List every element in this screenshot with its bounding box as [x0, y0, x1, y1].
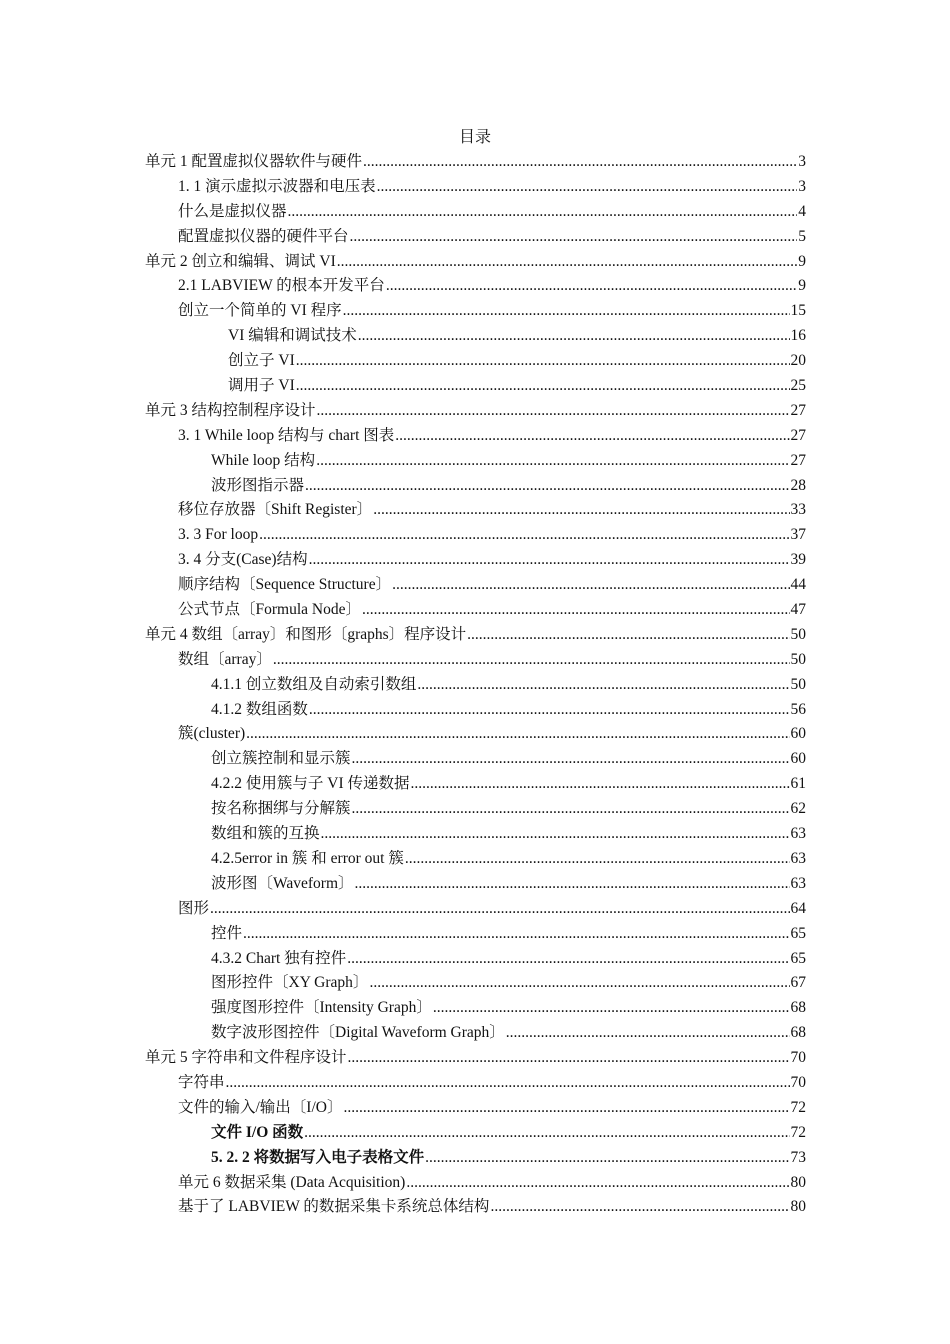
toc-dot-leader: [362, 598, 790, 623]
toc-entry[interactable]: [145, 374, 806, 399]
toc-page-number: 50: [790, 650, 806, 668]
toc-page-number: 70: [790, 1073, 806, 1091]
toc-page-number: 3: [798, 153, 806, 170]
toc-entry[interactable]: [145, 1021, 806, 1046]
toc-entry-text: 单元 1 配置虚拟仪器软件与硬件: [145, 153, 363, 170]
toc-entry-text: 字符串: [178, 1073, 225, 1091]
toc-dot-leader: [406, 1171, 789, 1196]
toc-dot-leader: [347, 947, 789, 972]
toc-dot-leader: [304, 1121, 789, 1146]
toc-page-number: 25: [790, 377, 806, 395]
toc-dot-leader: [373, 498, 789, 523]
toc-entry-text: 控件: [211, 924, 243, 942]
toc-entry[interactable]: [145, 698, 806, 723]
toc-entry-text: 波形图指示器: [211, 476, 305, 494]
toc-dot-leader: [433, 996, 790, 1021]
toc-dot-leader: [425, 1146, 789, 1171]
toc-entry[interactable]: [145, 1121, 806, 1146]
toc-page-number: 44: [790, 576, 806, 594]
toc-dot-leader: [343, 299, 790, 324]
toc-page-number: 63: [790, 825, 806, 843]
toc-entry[interactable]: [145, 1195, 806, 1220]
toc-entry[interactable]: [145, 598, 806, 623]
toc-entry[interactable]: [145, 200, 806, 225]
toc-dot-leader: [352, 797, 790, 822]
toc-entry-text: 强度图形控件〔Intensity Graph〕: [211, 999, 432, 1017]
toc-entry[interactable]: [145, 399, 806, 424]
toc-dot-leader: [309, 698, 790, 723]
toc-entry[interactable]: [145, 175, 806, 200]
toc-entry-text: 4.1.1 创立数组及自动索引数组: [211, 675, 417, 693]
toc-entry[interactable]: [145, 922, 806, 947]
toc-page-number: 72: [790, 1123, 806, 1141]
toc-entry-text: 波形图〔Waveform〕: [211, 874, 354, 892]
toc-entry-text: 单元 4 数组〔array〕和图形〔graphs〕程序设计: [145, 625, 467, 643]
toc-entry-text: 数组〔array〕: [178, 650, 272, 668]
toc-page-number: 37: [790, 526, 806, 544]
toc-entry-text: 数组和簇的互换: [211, 825, 320, 843]
toc-entry-text: 按名称捆绑与分解簇: [211, 800, 351, 818]
toc-page-number: 39: [790, 551, 806, 569]
toc-entry-text: 1. 1 演示虚拟示波器和电压表: [178, 177, 376, 195]
toc-dot-leader: [210, 897, 789, 922]
toc-page-number: 65: [790, 949, 806, 967]
toc-entry[interactable]: [145, 797, 806, 822]
toc-entry-text: 文件的输入/输出〔I/O〕: [178, 1098, 343, 1116]
toc-page-number: 4: [798, 202, 806, 220]
toc-entry[interactable]: [145, 225, 806, 250]
toc-entry[interactable]: [145, 722, 806, 747]
toc-dot-leader: [377, 175, 798, 200]
toc-entry[interactable]: [145, 250, 806, 275]
toc-dot-leader: [363, 150, 797, 175]
toc-dot-leader: [321, 822, 790, 847]
toc-entry[interactable]: [145, 548, 806, 573]
toc-dot-leader: [296, 374, 790, 399]
toc-entry[interactable]: [145, 523, 806, 548]
toc-entry[interactable]: [145, 747, 806, 772]
toc-page-number: 63: [790, 874, 806, 892]
toc-entry[interactable]: [145, 623, 806, 648]
toc-entry-text: 移位存放器〔Shift Register〕: [178, 501, 373, 519]
toc-entry[interactable]: [145, 474, 806, 499]
toc-entry[interactable]: [145, 996, 806, 1021]
toc-entry-text: 公式节点〔Formula Node〕: [178, 601, 361, 619]
toc-dot-leader: [392, 573, 789, 598]
toc-page-number: 64: [790, 899, 806, 917]
toc-entry[interactable]: [145, 1046, 806, 1071]
toc-entry-text: 3. 4 分支(Case)结构: [178, 551, 308, 569]
toc-entry[interactable]: [145, 1171, 806, 1196]
toc-entry-text: 数字波形图控件〔Digital Waveform Graph〕: [211, 1024, 505, 1042]
toc-entry[interactable]: [145, 673, 806, 698]
toc-page-number: 47: [790, 601, 806, 619]
toc-entry-text: 什么是虚拟仪器: [178, 202, 287, 220]
toc-entry[interactable]: [145, 299, 806, 324]
toc-dot-leader: [246, 722, 789, 747]
toc-page-number: 68: [790, 1024, 806, 1042]
toc-entry[interactable]: [145, 424, 806, 449]
toc-page-number: 27: [790, 401, 806, 419]
toc-entry-text: 单元 2 创立和编辑、调试 VI: [145, 252, 336, 270]
toc-dot-leader: [417, 673, 789, 698]
toc-entry[interactable]: [145, 498, 806, 523]
toc-page-number: 73: [790, 1148, 806, 1166]
toc-entry[interactable]: [145, 897, 806, 922]
toc-dot-leader: [305, 474, 789, 499]
toc-page-number: 50: [790, 625, 806, 643]
toc-entry-text: 创立一个简单的 VI 程序: [178, 302, 342, 320]
toc-page-number: 72: [790, 1098, 806, 1116]
toc-page-number: 70: [790, 1049, 806, 1067]
toc-entry-text: 单元 3 结构控制程序设计: [145, 401, 316, 419]
toc-entry[interactable]: [145, 349, 806, 374]
toc-dot-leader: [317, 399, 790, 424]
toc-entry-text: 单元 6 数据采集 (Data Acquisition): [178, 1173, 406, 1191]
toc-entry[interactable]: [145, 150, 806, 175]
toc-page-number: 28: [790, 476, 806, 494]
toc-entry-text: 簇(cluster): [178, 725, 246, 743]
table-of-contents: [145, 150, 806, 1220]
toc-entry[interactable]: [145, 772, 806, 797]
toc-dot-leader: [226, 1071, 790, 1096]
toc-entry-text: 创立子 VI: [228, 352, 295, 370]
toc-entry[interactable]: [145, 274, 806, 299]
toc-entry[interactable]: [145, 324, 806, 349]
toc-page-number: 80: [790, 1173, 806, 1191]
toc-dot-leader: [467, 623, 789, 648]
toc-dot-leader: [296, 349, 790, 374]
toc-entry[interactable]: [145, 573, 806, 598]
toc-entry-text: 4.1.2 数组函数: [211, 700, 308, 718]
toc-entry-text: 文件 I/O 函数: [211, 1123, 304, 1141]
toc-entry-text: 3. 1 While loop 结构与 chart 图表: [178, 426, 395, 444]
toc-entry[interactable]: [145, 822, 806, 847]
toc-entry-text: 创立簇控制和显示簇: [211, 750, 351, 768]
toc-title: 目录: [458, 129, 491, 146]
toc-page-number: 63: [790, 849, 806, 867]
toc-entry-text: 4.3.2 Chart 独有控件: [211, 949, 347, 967]
toc-dot-leader: [288, 200, 798, 225]
toc-dot-leader: [405, 847, 790, 872]
toc-entry-text: VI 编辑和调试技术: [228, 327, 357, 345]
toc-entry-text: 单元 5 字符串和文件程序设计: [145, 1049, 347, 1067]
toc-entry-text: 2.1 LABVIEW 的根本开发平台: [178, 277, 385, 295]
toc-dot-leader: [410, 772, 789, 797]
toc-entry-text: 4.2.2 使用簇与子 VI 传递数据: [211, 775, 410, 793]
toc-page-number: 9: [798, 277, 806, 295]
toc-entry[interactable]: [145, 872, 806, 897]
toc-entry[interactable]: [145, 971, 806, 996]
toc-page-number: 67: [790, 974, 806, 992]
toc-page-number: 65: [790, 924, 806, 942]
toc-dot-leader: [309, 548, 790, 573]
toc-dot-leader: [506, 1021, 790, 1046]
toc-page-number: 56: [790, 700, 806, 718]
toc-entry[interactable]: [145, 648, 806, 673]
toc-page-number: 9: [798, 252, 806, 270]
toc-dot-leader: [243, 922, 789, 947]
toc-page-number: 3: [798, 177, 806, 195]
toc-dot-leader: [350, 225, 798, 250]
toc-entry-text: 基于了 LABVIEW 的数据采集卡系统总体结构: [178, 1198, 490, 1216]
toc-dot-leader: [259, 523, 789, 548]
toc-page-number: 16: [790, 327, 806, 345]
toc-dot-leader: [352, 747, 790, 772]
toc-page-number: 27: [790, 426, 806, 444]
toc-dot-leader: [395, 424, 789, 449]
toc-entry-text: 调用子 VI: [228, 377, 295, 395]
toc-dot-leader: [386, 274, 797, 299]
toc-entry[interactable]: [145, 1096, 806, 1121]
toc-entry-text: While loop 结构: [211, 451, 316, 469]
toc-entry[interactable]: [145, 1071, 806, 1096]
toc-page-number: 62: [790, 800, 806, 818]
toc-entry[interactable]: [145, 847, 806, 872]
toc-page-number: 80: [790, 1198, 806, 1216]
toc-page-number: 68: [790, 999, 806, 1017]
toc-page-number: 33: [790, 501, 806, 519]
toc-dot-leader: [355, 872, 790, 897]
toc-page-number: 20: [790, 352, 806, 370]
toc-page-number: 60: [790, 725, 806, 743]
toc-page-number: 15: [790, 302, 806, 320]
toc-page-number: 5: [798, 227, 806, 245]
toc-dot-leader: [337, 250, 798, 275]
toc-dot-leader: [348, 1046, 790, 1071]
toc-dot-leader: [358, 324, 790, 349]
toc-page-number: 61: [790, 775, 806, 793]
toc-entry[interactable]: [145, 947, 806, 972]
toc-entry-text: 配置虚拟仪器的硬件平台: [178, 227, 349, 245]
toc-entry[interactable]: [145, 1146, 806, 1171]
toc-entry-text: 顺序结构〔Sequence Structure〕: [178, 576, 392, 594]
toc-dot-leader: [316, 449, 789, 474]
toc-page-number: 27: [790, 451, 806, 469]
toc-dot-leader: [369, 971, 789, 996]
toc-entry-text: 4.2.5error in 簇 和 error out 簇: [211, 849, 404, 867]
toc-entry-text: 图形: [178, 899, 210, 917]
toc-dot-leader: [343, 1096, 789, 1121]
toc-entry-text: 5. 2. 2 将数据写入电子表格文件: [211, 1148, 425, 1166]
toc-entry-text: 3. 3 For loop: [178, 526, 259, 544]
toc-dot-leader: [273, 648, 790, 673]
toc-entry-text: 图形控件〔XY Graph〕: [211, 974, 369, 992]
toc-dot-leader: [490, 1195, 789, 1220]
toc-entry[interactable]: [145, 449, 806, 474]
toc-page-number: 60: [790, 750, 806, 768]
toc-page-number: 50: [790, 675, 806, 693]
